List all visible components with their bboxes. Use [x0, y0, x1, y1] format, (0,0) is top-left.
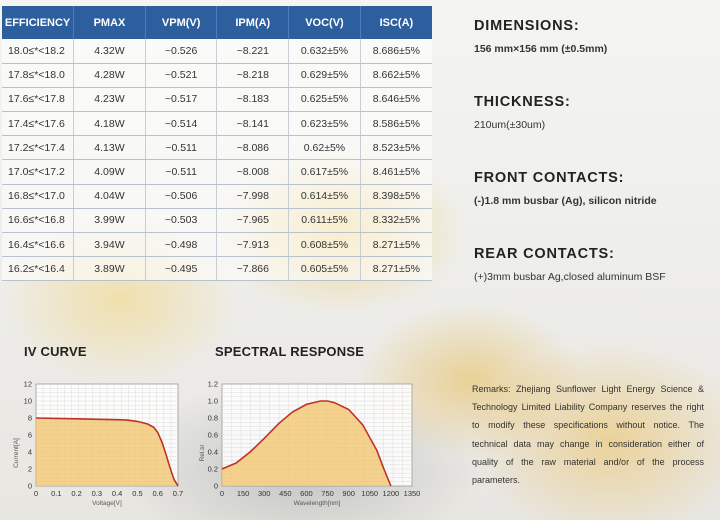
table-row — [2, 208, 432, 232]
table-cell: 17.6≤*<17.8 — [2, 87, 74, 111]
y-tick-label: 0.2 — [207, 464, 218, 474]
table-cell: ~0.521 — [145, 63, 217, 87]
table-cell: 3.99W — [74, 208, 146, 232]
y-tick-label: 1.2 — [207, 379, 218, 389]
table-cell: ~8.141 — [217, 112, 289, 136]
thickness-heading: THICKNESS: — [474, 94, 571, 110]
table-cell: ~7.866 — [217, 257, 289, 281]
y-axis-label: Rel.sr — [199, 444, 206, 462]
thickness-value: 210um(±30um) — [474, 119, 546, 131]
y-tick-label: 2 — [27, 464, 32, 474]
table-cell: ~0.511 — [145, 136, 217, 160]
x-tick-label: 0.6 — [152, 489, 163, 498]
x-axis-label: Wavelength[nm] — [293, 500, 341, 507]
y-tick-label: 1.0 — [207, 396, 218, 406]
rear-contacts-value: (+)3mm busbar Ag,closed aluminum BSF — [474, 271, 666, 283]
table-cell: 8.271±5% — [360, 233, 432, 257]
x-tick-label: 0.4 — [111, 489, 123, 498]
table-cell: 3.94W — [74, 233, 146, 257]
remarks-text: Remarks: Zhejiang Sunflower Light Energy Science & Technology Limited Liability Company reserves the right to modify these specifications without notice. The technical data may change in consideration either of quality of the raw material and/or of the process parameters. — [472, 384, 704, 486]
y-tick-label: 0.4 — [207, 447, 218, 457]
table-cell: 0.625±5% — [289, 87, 361, 111]
y-tick-label: 8 — [27, 413, 32, 423]
column-header: VOC(V) — [289, 6, 361, 39]
table-cell: ~0.495 — [145, 257, 217, 281]
rear-contacts-spec — [474, 246, 714, 283]
table-row — [2, 136, 432, 160]
y-tick-label: 0.8 — [207, 413, 218, 423]
table-row — [2, 184, 432, 208]
x-tick-label: 1050 — [361, 489, 379, 498]
x-tick-label: 300 — [257, 489, 271, 498]
table-cell: 0.611±5% — [289, 208, 361, 232]
table-cell: 4.32W — [74, 39, 146, 63]
specification-table — [2, 6, 432, 281]
x-tick-label: 0.5 — [132, 489, 143, 498]
y-axis-label: Current[A] — [13, 438, 20, 468]
x-tick-label: 1350 — [403, 489, 421, 498]
dimensions-heading: DIMENSIONS: — [474, 18, 580, 34]
table-cell: 8.686±5% — [360, 39, 432, 63]
x-tick-label: 0.3 — [91, 489, 103, 498]
y-tick-label: 0.6 — [207, 430, 218, 440]
table-cell: ~7.998 — [217, 184, 289, 208]
table-row — [2, 160, 432, 184]
y-tick-label: 6 — [27, 430, 32, 440]
x-tick-label: 0.7 — [172, 489, 184, 498]
x-tick-label: 600 — [300, 489, 313, 498]
table-cell: 0.623±5% — [289, 112, 361, 136]
thickness-spec — [474, 94, 714, 131]
table-cell: ~8.008 — [217, 160, 289, 184]
table-cell: ~7.965 — [217, 208, 289, 232]
iv-curve-title: IV CURVE — [24, 344, 87, 359]
table-cell: 8.461±5% — [360, 160, 432, 184]
y-tick-label: 0 — [27, 481, 32, 491]
table-row — [2, 257, 432, 281]
y-tick-label: 0 — [213, 481, 218, 491]
rear-contacts-heading: REAR CONTACTS: — [474, 246, 615, 262]
table-cell: ~0.506 — [145, 184, 217, 208]
table-cell: 17.4≤*<17.6 — [2, 112, 74, 136]
table-cell: 4.28W — [74, 63, 146, 87]
dimensions-spec — [474, 18, 714, 55]
y-tick-label: 12 — [23, 379, 32, 389]
table-cell: ~0.517 — [145, 87, 217, 111]
table-cell: 0.617±5% — [289, 160, 361, 184]
table-cell: 0.629±5% — [289, 63, 361, 87]
x-axis-label: Voltage[V] — [92, 500, 122, 507]
x-tick-label: 0 — [219, 489, 225, 498]
table-cell: ~0.511 — [145, 160, 217, 184]
table-cell: 17.2≤*<17.4 — [2, 136, 74, 160]
spectral-response-chart — [192, 370, 432, 520]
column-header: ISC(A) — [360, 6, 432, 39]
table-cell: 0.614±5% — [289, 184, 361, 208]
table-cell: ~8.218 — [217, 63, 289, 87]
table-cell: 17.8≤*<18.0 — [2, 63, 74, 87]
table-cell: 8.523±5% — [360, 136, 432, 160]
table-cell: 4.18W — [74, 112, 146, 136]
front-contacts-spec — [474, 170, 714, 207]
table-cell: 4.04W — [74, 184, 146, 208]
table-cell: 8.398±5% — [360, 184, 432, 208]
x-tick-label: 0 — [33, 489, 39, 498]
table-cell: 0.632±5% — [289, 39, 361, 63]
table-cell: ~8.183 — [217, 87, 289, 111]
x-tick-label: 450 — [279, 489, 292, 498]
table-cell: ~8.086 — [217, 136, 289, 160]
table-cell: ~0.503 — [145, 208, 217, 232]
spectral-response-title: SPECTRAL RESPONSE — [215, 344, 365, 359]
table-row — [2, 87, 432, 111]
x-tick-label: 0.2 — [71, 489, 82, 498]
table-header-row — [2, 6, 432, 39]
table-row — [2, 63, 432, 87]
table-cell: ~0.514 — [145, 112, 217, 136]
table-cell: 0.62±5% — [289, 136, 361, 160]
dimensions-value: 156 mm×156 mm (±0.5mm) — [474, 43, 608, 55]
x-tick-label: 750 — [321, 489, 334, 498]
table-cell: ~8.221 — [217, 39, 289, 63]
table-row — [2, 39, 432, 63]
column-header: VPM(V) — [145, 6, 217, 39]
table-cell: 4.23W — [74, 87, 146, 111]
table-cell: 8.332±5% — [360, 208, 432, 232]
x-tick-label: 0.1 — [51, 489, 62, 498]
table-row — [2, 112, 432, 136]
x-tick-label: 150 — [236, 489, 250, 498]
table-cell: ~7.913 — [217, 233, 289, 257]
table-cell: 8.271±5% — [360, 257, 432, 281]
iv-curve-chart — [0, 370, 200, 520]
table-cell: 0.605±5% — [289, 257, 361, 281]
table-cell: 8.662±5% — [360, 63, 432, 87]
table-cell: 8.646±5% — [360, 87, 432, 111]
table-cell: 4.13W — [74, 136, 146, 160]
table-cell: 16.6≤*<16.8 — [2, 208, 74, 232]
table-cell: 0.608±5% — [289, 233, 361, 257]
table-cell: 4.09W — [74, 160, 146, 184]
front-contacts-value: (-)1.8 mm busbar (Ag), silicon nitride — [474, 195, 657, 207]
table-cell: 16.8≤*<17.0 — [2, 184, 74, 208]
y-tick-label: 10 — [23, 396, 32, 406]
y-tick-label: 4 — [27, 447, 32, 457]
x-tick-label: 1200 — [382, 489, 400, 498]
front-contacts-heading: FRONT CONTACTS: — [474, 170, 625, 186]
table-cell: 18.0≤*<18.2 — [2, 39, 74, 63]
table-row — [2, 233, 432, 257]
table-cell: 3.89W — [74, 257, 146, 281]
column-header: IPM(A) — [217, 6, 289, 39]
x-tick-label: 900 — [342, 489, 355, 498]
column-header: PMAX — [74, 6, 146, 39]
column-header: EFFICIENCY — [2, 6, 74, 39]
table-cell: ~0.526 — [145, 39, 217, 63]
table-cell: 16.4≤*<16.6 — [2, 233, 74, 257]
table-cell: 16.2≤*<16.4 — [2, 257, 74, 281]
table-cell: 8.586±5% — [360, 112, 432, 136]
table-cell: ~0.498 — [145, 233, 217, 257]
table-cell: 17.0≤*<17.2 — [2, 160, 74, 184]
